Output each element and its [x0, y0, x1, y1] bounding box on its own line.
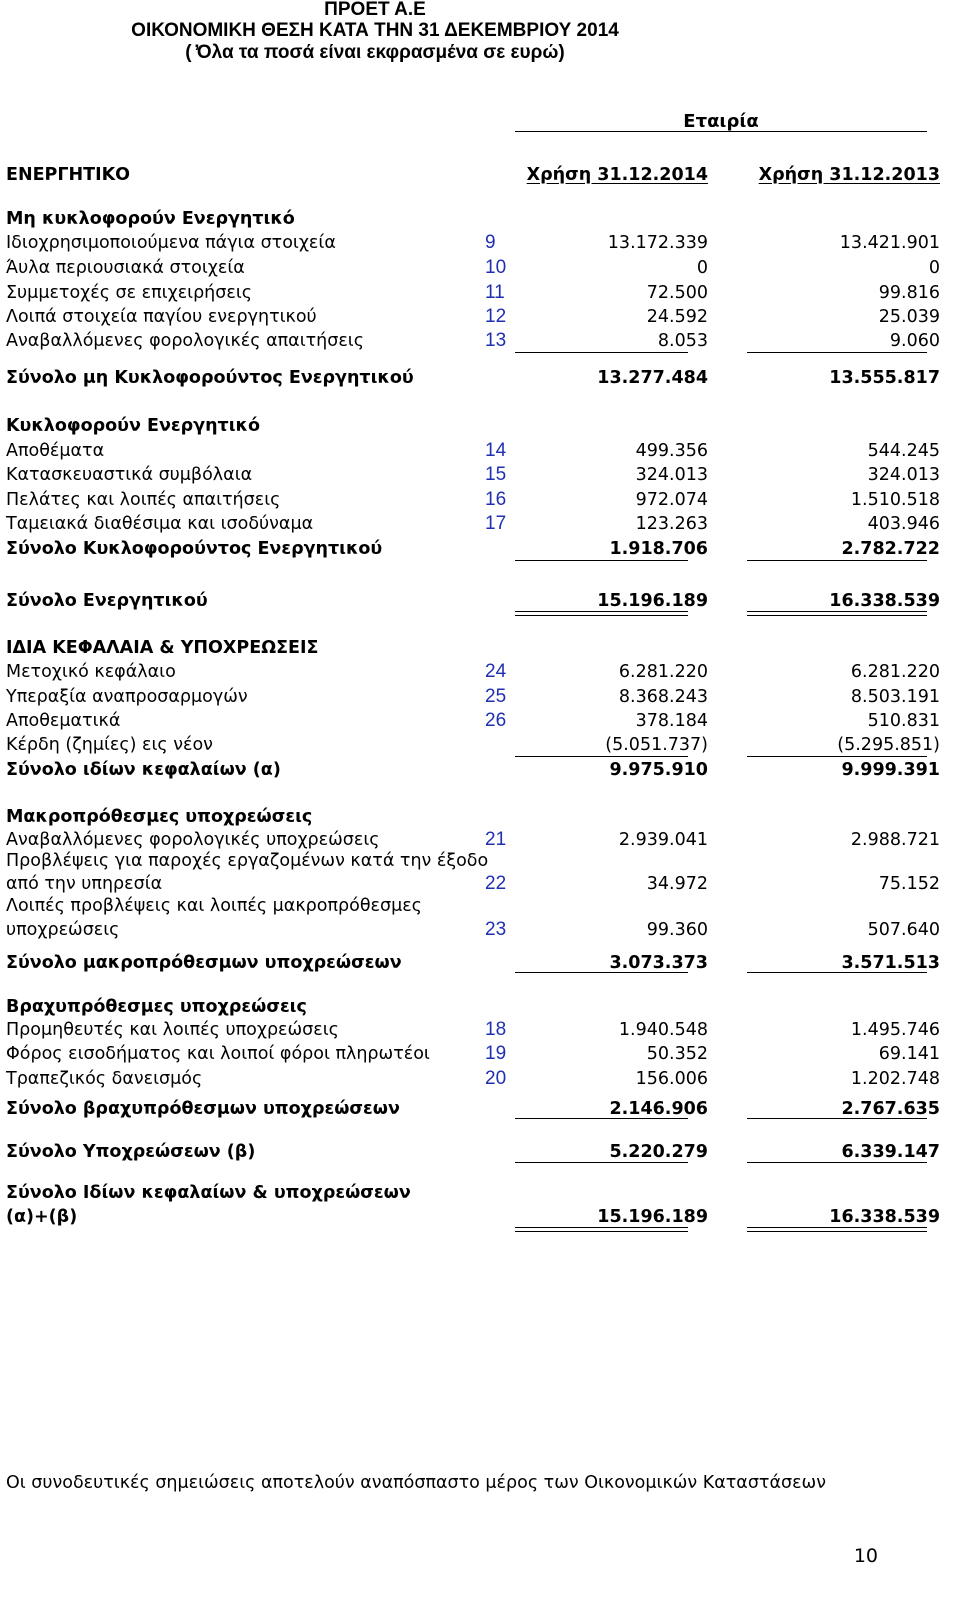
row-heading: Βραχυπρόθεσμες υποχρεώσεις — [6, 997, 307, 1017]
row-label: Προβλέψεις για παροχές εργαζομένων κατά την έξοδο — [6, 851, 489, 871]
row-note-ref: 14 — [485, 440, 507, 461]
row-heading: Σύνολο Υποχρεώσεων (β) — [6, 1142, 256, 1162]
row-heading: Σύνολο ιδίων κεφαλαίων (α) — [6, 760, 281, 780]
value-2013: 9.999.391 — [841, 760, 940, 780]
value-2013: 16.338.539 — [829, 1207, 940, 1227]
row-label: Ιδιοχρησιμοποιούμενα πάγια στοιχεία — [6, 233, 336, 253]
row-note-ref: 11 — [485, 282, 505, 303]
rule-2014 — [515, 756, 688, 757]
double-rule-2013 — [747, 611, 927, 616]
column-header-2014: Χρήση 31.12.2014 — [526, 165, 708, 185]
value-2014: 50.352 — [646, 1044, 708, 1064]
value-2013: 1.202.748 — [850, 1069, 940, 1089]
row-note-ref: 17 — [485, 513, 507, 534]
row-heading: Σύνολο Ιδίων κεφαλαίων & υποχρεώσεων — [6, 1183, 411, 1203]
value-2013: 99.816 — [878, 283, 940, 303]
value-2013: 2.988.721 — [850, 830, 940, 850]
value-2014: 13.277.484 — [597, 368, 708, 388]
value-2013: 2.782.722 — [841, 539, 940, 559]
company-name: ΠΡΟΕΤ Α.Ε — [324, 0, 426, 20]
value-2013: 13.555.817 — [829, 368, 940, 388]
row-label: από την υπηρεσία — [6, 874, 163, 894]
value-2013: 9.060 — [889, 331, 940, 351]
entity-underline — [515, 131, 927, 132]
row-label: Άυλα περιουσιακά στοιχεία — [6, 258, 245, 278]
row-label: Λοιπές προβλέψεις και λοιπές μακροπρόθεσμες — [6, 896, 422, 916]
value-2014: 15.196.189 — [597, 591, 708, 611]
value-2013: 403.946 — [867, 514, 940, 534]
row-note-ref: 18 — [485, 1019, 507, 1040]
value-2014: 8.053 — [657, 331, 708, 351]
rule-2013 — [747, 1118, 927, 1119]
value-2013: 507.640 — [867, 920, 940, 940]
row-label: Αναβαλλόμενες φορολογικές απαιτήσεις — [6, 331, 364, 351]
double-rule-2013 — [747, 1227, 927, 1232]
rule-2013 — [747, 1162, 927, 1163]
rule-2014 — [515, 1118, 688, 1119]
value-2014: 6.281.220 — [618, 662, 708, 682]
column-header-2013: Χρήση 31.12.2013 — [758, 165, 940, 185]
row-label: Αναβαλλόμενες φορολογικές υποχρεώσεις — [6, 830, 380, 850]
rule-2013 — [747, 972, 927, 973]
row-label: Αποθέματα — [6, 441, 105, 461]
value-2013: (5.295.851) — [837, 735, 940, 755]
value-2013: 6.339.147 — [841, 1142, 940, 1162]
row-label: Αποθεματικά — [6, 711, 121, 731]
row-heading: Σύνολο μακροπρόθεσμων υποχρεώσεων — [6, 953, 402, 973]
value-2014: (5.051.737) — [605, 735, 708, 755]
row-label: υποχρεώσεις — [6, 920, 120, 940]
section-assets-heading: ΕΝΕΡΓΗΤΙΚΟ — [6, 165, 131, 185]
value-2014: 72.500 — [646, 283, 708, 303]
row-note-ref: 16 — [485, 489, 507, 510]
row-note-ref: 12 — [485, 306, 507, 327]
row-label: Πελάτες και λοιπές απαιτήσεις — [6, 490, 281, 510]
row-label: Συμμετοχές σε επιχειρήσεις — [6, 283, 253, 303]
row-heading: Σύνολο Κυκλοφορούντος Ενεργητικού — [6, 539, 383, 559]
value-2013: 16.338.539 — [829, 591, 940, 611]
row-note-ref: 23 — [485, 919, 507, 940]
value-2014: 8.368.243 — [618, 687, 708, 707]
value-2013: 3.571.513 — [841, 953, 940, 973]
row-note-ref: 13 — [485, 330, 507, 351]
value-2014: 499.356 — [635, 441, 708, 461]
value-2013: 13.421.901 — [839, 233, 940, 253]
row-heading: Σύνολο βραχυπρόθεσμων υποχρεώσεων — [6, 1099, 400, 1119]
value-2014: 1.918.706 — [609, 539, 708, 559]
row-label: Μετοχικό κεφάλαιο — [6, 662, 176, 682]
row-heading: Σύνολο Ενεργητικού — [6, 591, 208, 611]
value-2013: 8.503.191 — [850, 687, 940, 707]
row-heading: Μακροπρόθεσμες υποχρεώσεις — [6, 807, 313, 827]
value-2013: 69.141 — [878, 1044, 940, 1064]
footer-note: Οι συνοδευτικές σημειώσεις αποτελούν αναπόσπαστο μέρος των Οικονομικών Καταστάσεων — [6, 1473, 826, 1493]
value-2014: 378.184 — [635, 711, 708, 731]
value-2014: 972.074 — [635, 490, 708, 510]
row-note-ref: 9 — [485, 232, 496, 253]
rule-2013 — [747, 756, 927, 757]
entity-label: Εταιρία — [683, 111, 759, 132]
row-note-ref: 22 — [485, 873, 507, 894]
rule-2014 — [515, 1162, 688, 1163]
row-note-ref: 15 — [485, 464, 507, 485]
row-note-ref: 26 — [485, 710, 507, 731]
value-2013: 75.152 — [878, 874, 940, 894]
value-2013: 0 — [928, 258, 940, 278]
value-2014: 9.975.910 — [609, 760, 708, 780]
row-label: Κέρδη (ζημίες) εις νέον — [6, 735, 213, 755]
row-heading: (α)+(β) — [6, 1207, 78, 1227]
value-2013: 6.281.220 — [850, 662, 940, 682]
value-2013: 510.831 — [867, 711, 940, 731]
value-2014: 15.196.189 — [597, 1207, 708, 1227]
rule-2013 — [747, 352, 927, 353]
value-2014: 34.972 — [646, 874, 708, 894]
value-2014: 2.939.041 — [618, 830, 708, 850]
value-2014: 156.006 — [635, 1069, 708, 1089]
statement-subtitle: ( ̓Ολα τα ποσά είναι εκφρασμένα σε ευρώ) — [185, 42, 565, 63]
value-2014: 2.146.906 — [609, 1099, 708, 1119]
row-label: Φόρος εισοδήματος και λοιποί φόροι πληρωτέοι — [6, 1044, 430, 1064]
rule-2014 — [515, 972, 688, 973]
value-2014: 13.172.339 — [607, 233, 708, 253]
page-number: 10 — [853, 1545, 878, 1567]
row-label: Υπεραξία αναπροσαρμογών — [6, 687, 248, 707]
row-note-ref: 19 — [485, 1043, 507, 1064]
value-2014: 99.360 — [646, 920, 708, 940]
value-2013: 544.245 — [867, 441, 940, 461]
value-2013: 1.495.746 — [850, 1020, 940, 1040]
row-note-ref: 24 — [485, 661, 507, 682]
row-label: Προμηθευτές και λοιπές υποχρεώσεις — [6, 1020, 339, 1040]
value-2014: 5.220.279 — [609, 1142, 708, 1162]
row-label: Τραπεζικός δανεισμός — [6, 1069, 203, 1089]
statement-title: ΟΙΚΟΝΟΜΙΚΗ ΘΕΣΗ ΚΑΤΑ ΤΗΝ 31 ΔΕΚΕΜΒΡΙΟΥ 2014 — [131, 20, 619, 41]
value-2014: 3.073.373 — [609, 953, 708, 973]
value-2013: 1.510.518 — [850, 490, 940, 510]
rule-2014 — [515, 560, 688, 561]
value-2014: 24.592 — [646, 307, 708, 327]
row-label: Λοιπά στοιχεία παγίου ενεργητικού — [6, 307, 317, 327]
value-2014: 324.013 — [635, 465, 708, 485]
value-2014: 123.263 — [635, 514, 708, 534]
double-rule-2014 — [515, 611, 688, 616]
rule-2013 — [747, 560, 927, 561]
row-heading: ΙΔΙΑ ΚΕΦΑΛΑΙΑ & ΥΠΟΧΡΕΩΣΕΙΣ — [6, 638, 319, 658]
value-2013: 25.039 — [878, 307, 940, 327]
row-note-ref: 21 — [485, 829, 507, 850]
value-2013: 324.013 — [867, 465, 940, 485]
row-note-ref: 10 — [485, 257, 507, 278]
row-label: Ταμειακά διαθέσιμα και ισοδύναμα — [6, 514, 314, 534]
value-2014: 1.940.548 — [618, 1020, 708, 1040]
rule-2014 — [515, 352, 688, 353]
row-label: Κατασκευαστικά συμβόλαια — [6, 465, 253, 485]
row-note-ref: 25 — [485, 686, 507, 707]
row-heading: Μη κυκλοφορούν Ενεργητικό — [6, 209, 295, 229]
row-note-ref: 20 — [485, 1068, 507, 1089]
double-rule-2014 — [515, 1227, 688, 1232]
row-heading: Σύνολο μη Κυκλοφορούντος Ενεργητικού — [6, 368, 414, 388]
row-heading: Κυκλοφορούν Ενεργητικό — [6, 416, 260, 436]
value-2014: 0 — [696, 258, 708, 278]
value-2013: 2.767.635 — [841, 1099, 940, 1119]
